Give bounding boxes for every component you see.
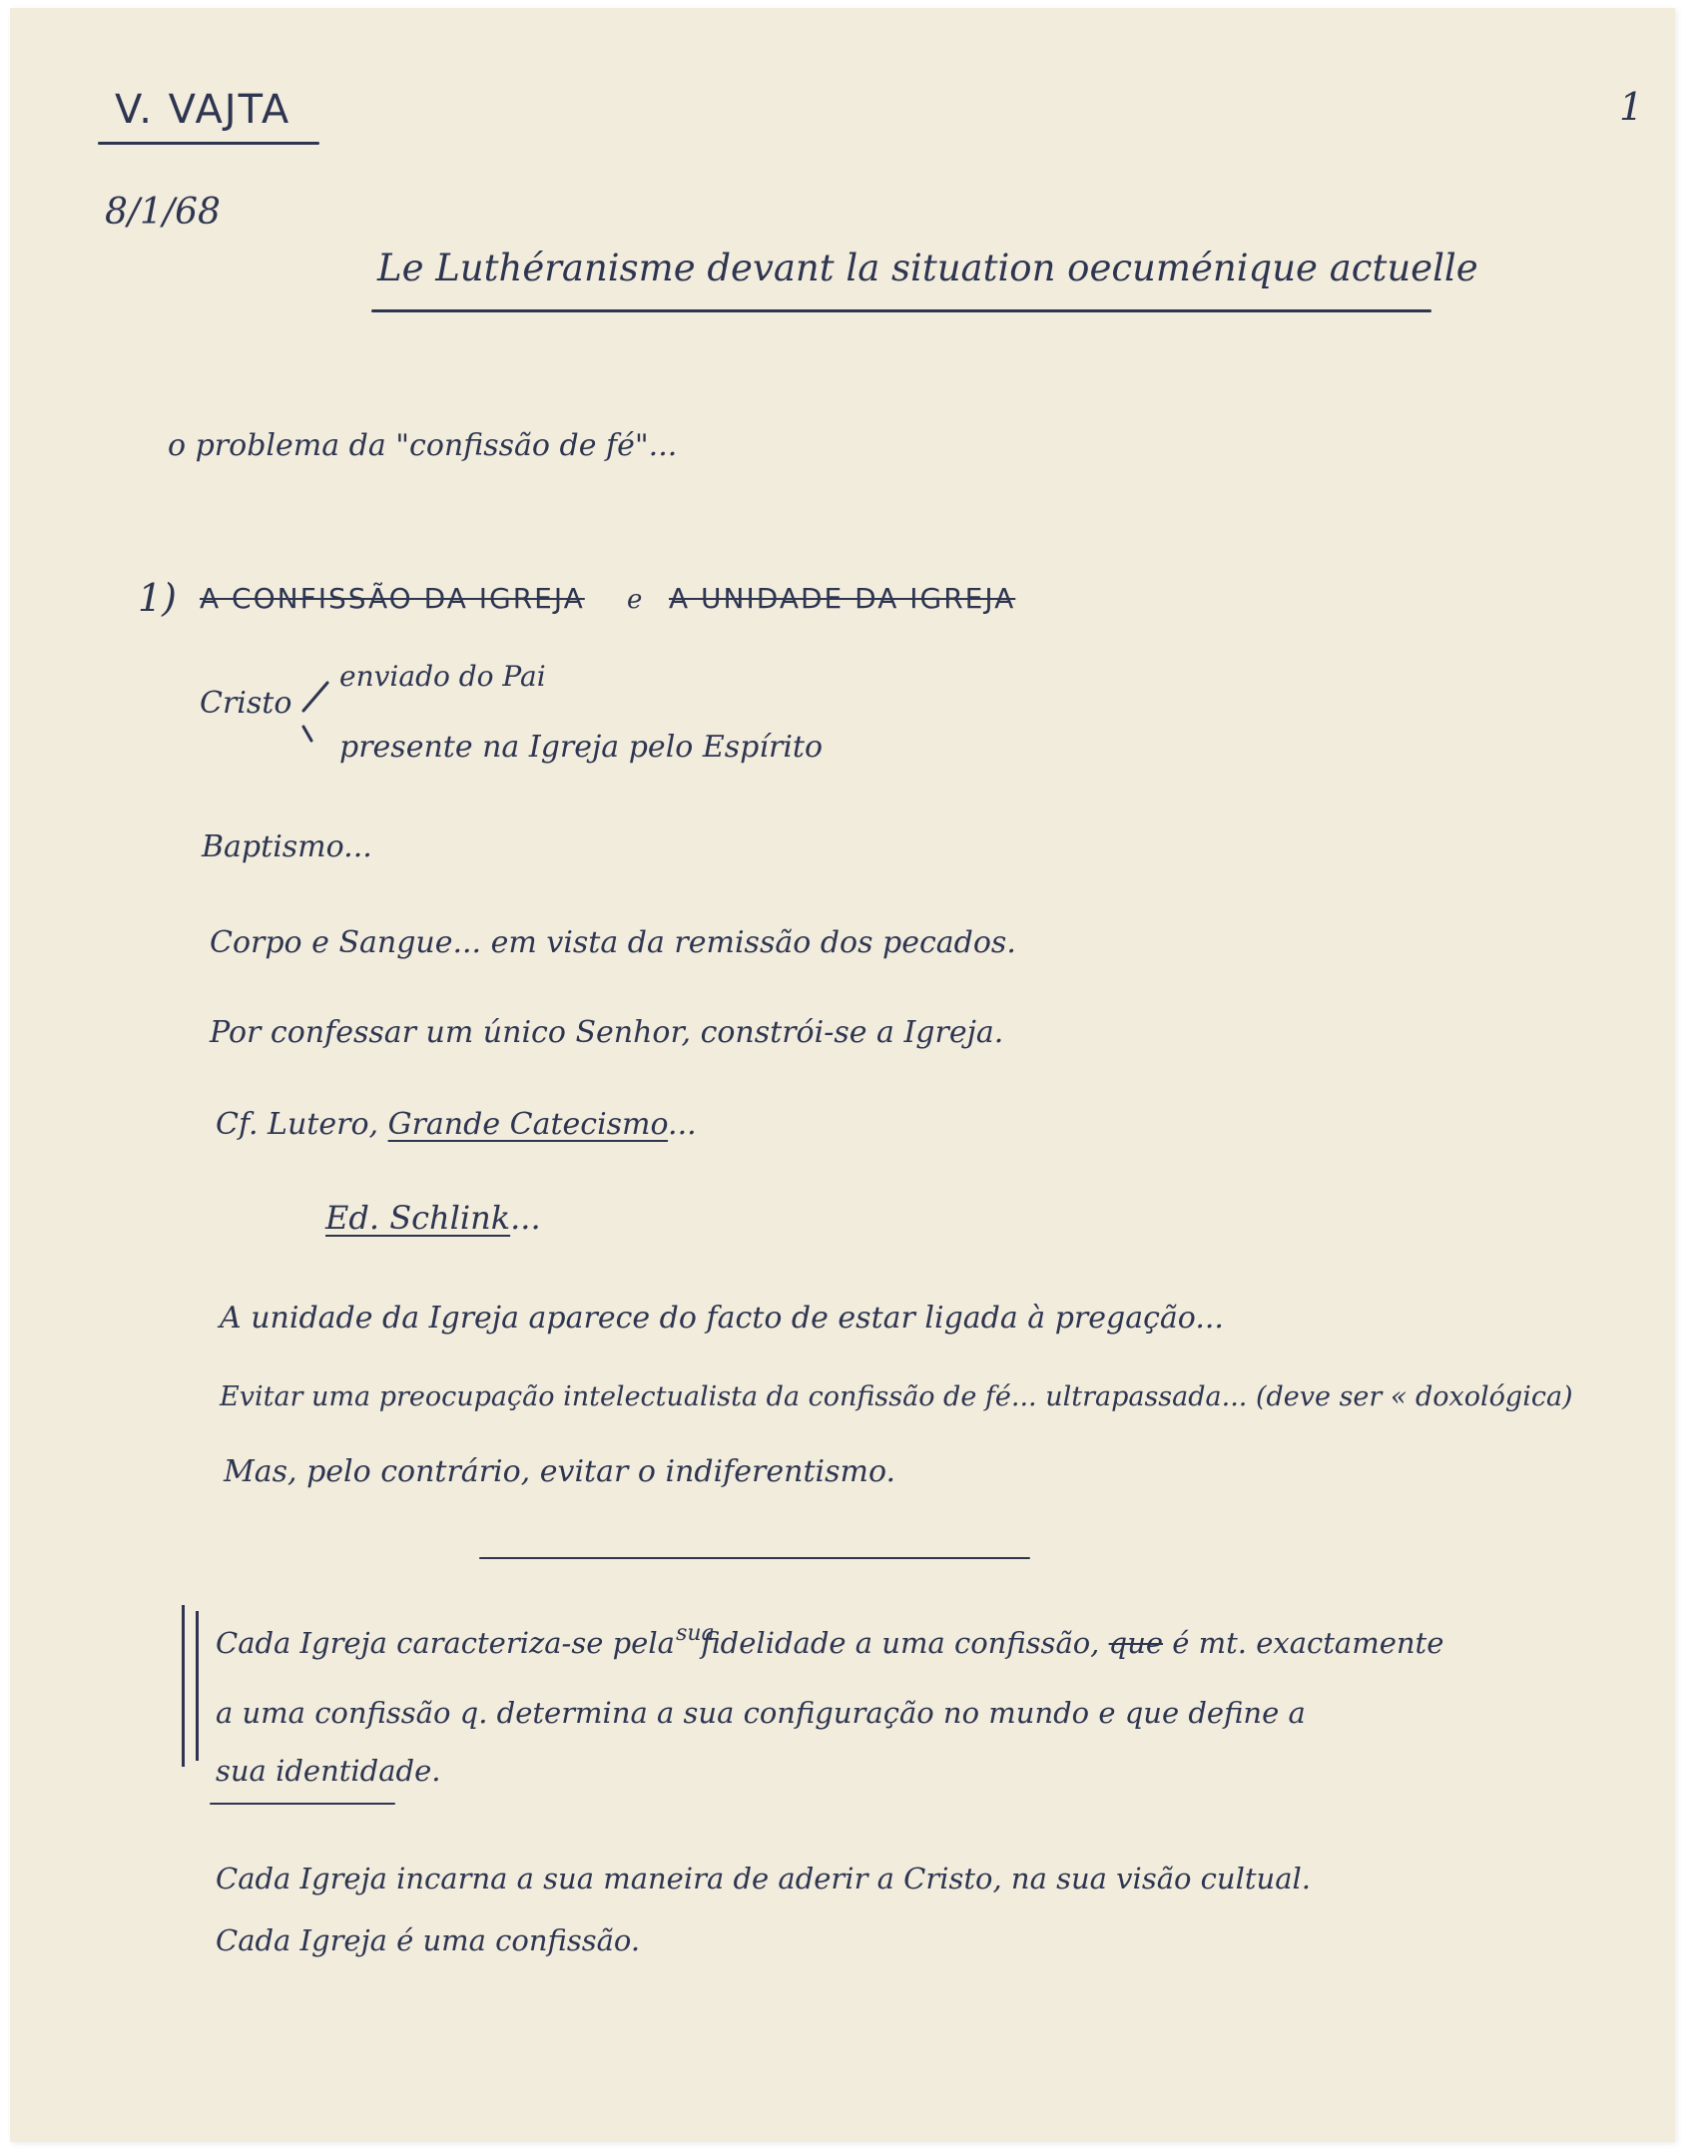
- mas-line: Mas, pelo contrário, evitar o indiferentismo.: [224, 1454, 896, 1489]
- bracketed-line1-end: é mt. exactamente: [1172, 1626, 1444, 1660]
- closing-line-2: Cada Igreja é uma confissão.: [216, 1923, 641, 1957]
- closing-line-1: Cada Igreja incarna a sua maneira de aderir a Cristo, na sua visão cultual.: [216, 1862, 1311, 1895]
- schlink-name: Ed. Schlink: [325, 1199, 511, 1237]
- author-name: V. VAJTA: [115, 87, 291, 133]
- bracketed-line-3: sua identidade.: [216, 1754, 441, 1788]
- section-number: 1): [138, 576, 178, 620]
- section-heading-part2: A UNIDADE DA IGREJA: [669, 582, 1016, 615]
- lutero-suffix: ...: [668, 1107, 697, 1142]
- schlink-line: [325, 1199, 541, 1237]
- cristo-label: Cristo: [200, 686, 292, 721]
- section-heading-part1: A CONFISSÃO DA IGREJA: [200, 582, 585, 615]
- date: 8/1/68: [105, 192, 221, 233]
- baptismo-line: Baptismo...: [202, 829, 372, 864]
- page-number: 1: [1619, 85, 1644, 129]
- inserted-word: sua: [676, 1621, 715, 1646]
- bracket-left-inner: [196, 1611, 199, 1761]
- bracket-left-outer: [182, 1605, 185, 1767]
- page-title: Le Luthéranisme devant la situation oecuménique actuelle: [377, 247, 1478, 289]
- schlink-suffix: ...: [510, 1199, 541, 1237]
- lutero-prefix: Cf. Lutero,: [216, 1107, 379, 1142]
- evitar-line: Evitar uma preocupação intelectualista da confissão de fé... ultrapassada... (deve ser « doxológica): [220, 1381, 1573, 1412]
- lutero-title: Grande Catecismo: [387, 1107, 669, 1142]
- bracketed-line-1: [216, 1621, 1444, 1660]
- cristo-branch-upper: enviado do Pai: [339, 660, 546, 693]
- intro-line: o problema da "confissão de fé"...: [168, 428, 678, 463]
- bracketed-line1-start: Cada Igreja caracteriza-se pela: [216, 1626, 675, 1660]
- section-heading-connector: e: [627, 585, 643, 615]
- author-underline: [98, 142, 319, 145]
- struck-word: que: [1108, 1626, 1164, 1660]
- branch-strokes: [297, 675, 331, 753]
- confessar-line: Por confessar um único Senhor, constrói-se a Igreja.: [210, 1015, 1004, 1050]
- manuscript-page: [10, 8, 1675, 2142]
- bracketed-line-2: a uma confissão q. determina a sua configuração no mundo e que define a: [216, 1696, 1306, 1730]
- corpo-line: Corpo e Sangue... em vista da remissão dos pecados.: [210, 925, 1016, 960]
- bracketed-line1-mid: fidelidade a uma confissão,: [701, 1626, 1100, 1660]
- cristo-branch-lower: presente na Igreja pelo Espírito: [339, 730, 824, 765]
- separator-line: [479, 1557, 1030, 1559]
- bracketed-underline: [210, 1803, 395, 1805]
- unidade-line: A unidade da Igreja aparece do facto de estar ligada à pregação...: [220, 1301, 1224, 1336]
- title-underline: [371, 309, 1431, 312]
- lutero-line: [216, 1107, 697, 1142]
